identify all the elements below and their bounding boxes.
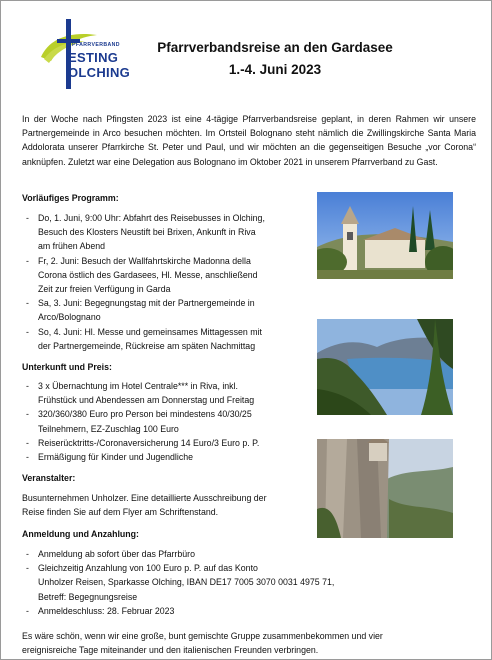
text-line: ereignisreiche Tage miteinander und den italienischen Freunden verbringen. [22, 645, 319, 656]
list-line: - Anmeldung ab sofort über das Pfarrbüro [38, 549, 195, 559]
list-line: - 3 x Übernachtung im Hotel Centrale*** in Riva, inkl. [38, 381, 238, 391]
list-line: - Ermäßigung für Kinder und Jugendliche [38, 452, 194, 463]
list-line: - Gleichzeitig Anzahlung von 100 Euro p. P. auf das Konto [38, 563, 258, 574]
list-line: Besuch des Klosters Neustift bei Brixen, Ankunft in Riva [38, 227, 256, 238]
list-line: - Do, 1. Juni, 9:00 Uhr: Abfahrt des Reisebusses in Olching, [38, 213, 265, 223]
text-line: Busunternehmen Unholzer. Eine detaillierte Ausschreibung der [22, 493, 267, 503]
list-item [22, 296, 312, 324]
sanctuary-photo [317, 439, 453, 538]
logo-caption: PFARRVERBAND [72, 42, 120, 48]
veranstalter-text [22, 491, 322, 519]
title-line-1: Pfarrverbandsreise an den Gardasee [157, 40, 393, 55]
unterkunft-heading: Unterkunft und Preis: [22, 362, 112, 372]
list-line: Arco/Bolognano [38, 312, 101, 323]
list-line: - Anmeldeschluss: 28. Februar 2023 [38, 605, 175, 616]
closing-paragraph [22, 629, 482, 657]
list-item [22, 407, 312, 435]
unterkunft-list [22, 379, 312, 464]
list-item [22, 604, 402, 618]
anmeldung-heading: Anmeldung und Anzahlung: [22, 529, 139, 539]
list-line: Corona östlich des Gardasees, Hl. Messe, anschließend [38, 269, 258, 280]
list-item [22, 450, 312, 464]
list-item [22, 254, 312, 297]
title-line-2: 1.-4. Juni 2023 [228, 62, 322, 77]
list-line: der Partnergemeinde, Rückreise am späten Nachmittag [38, 340, 256, 351]
list-line: Frühstück und Abendessen am Donnerstag und Freitag [38, 395, 255, 406]
anmeldung-list [22, 547, 402, 618]
list-line: - Fr, 2. Juni: Besuch der Wallfahrtskirche Madonna della [38, 255, 251, 266]
intro-paragraph: In der Woche nach Pfingsten 2023 ist eine 4-tägige Pfarrverbandsreise geplant, in deren Rahmen wir unsere Partnergemeinde in Arco besuchen möchten. Im Ortsteil Bolognano steht nämlich die Zwillingskirche Santa Maria Addolorata unserer Pfarrkirche St. Peter und Paul, und wir möchten an die gegenseitigen Besuche „vor Corona“ anknüpfen. Zuletzt war eine Delegation aus Bolognano im Oktober 2021 in unserem Pfarrverband zu Gast. [22, 114, 476, 167]
programm-list [22, 211, 312, 353]
list-line: Betreff: Begegnungsreise [38, 591, 138, 602]
programm-heading: Vorläufiges Programm: [22, 193, 119, 203]
list-line: - 320/360/380 Euro pro Person bei mindestens 40/30/25 [38, 409, 252, 420]
list-item [22, 379, 312, 407]
list-line: Unholzer Reisen, Sparkasse Olching, IBAN DE17 7005 3070 0031 4975 71, [38, 577, 335, 588]
document-title [135, 37, 415, 81]
list-item [22, 325, 312, 353]
list-line: Teilnehmern, EZ-Zuschlag 100 Euro [38, 423, 179, 434]
church-photo [317, 192, 453, 279]
text-line: Reise finden Sie auf dem Flyer am Schriftenstand. [22, 507, 219, 518]
text-line: Es wäre schön, wenn wir eine große, bunt gemischte Gruppe zusammenbekommen und vier [22, 631, 383, 641]
list-line: am frühen Abend [38, 241, 106, 252]
veranstalter-heading: Veranstalter: [22, 473, 76, 483]
list-item [22, 547, 402, 561]
list-item [22, 211, 312, 254]
list-line: - Sa, 3. Juni: Begegnungstag mit der Partnergemeinde in [38, 298, 255, 309]
list-line: Zeit zur freien Verfügung in Garda [38, 284, 171, 295]
logo-line-esting: ESTING [68, 50, 119, 65]
list-line: - So, 4. Juni: Hl. Messe und gemeinsames Mittagessen mit [38, 326, 262, 337]
logo-line-olching: OLCHING [68, 65, 131, 80]
list-item [22, 436, 312, 450]
list-item [22, 561, 402, 604]
list-line: - Reiserücktritts-/Coronaversicherung 14 Euro/3 Euro p. P. [38, 437, 260, 448]
lake-photo [317, 319, 453, 415]
